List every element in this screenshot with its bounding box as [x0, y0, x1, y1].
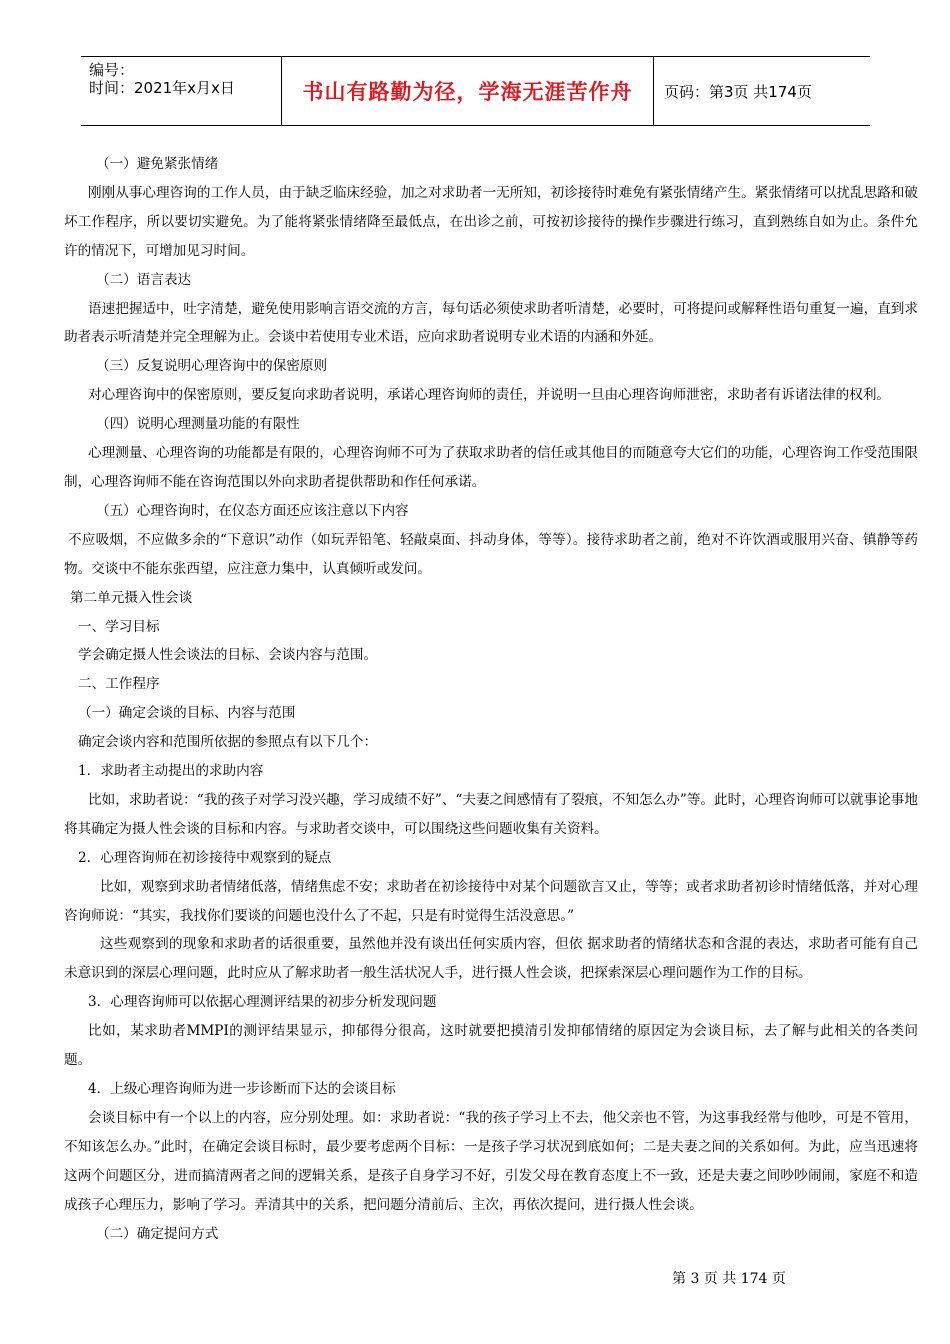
list-heading: 2．心理咨询师在初诊接待中观察到的疑点: [78, 849, 332, 866]
paragraph: 对心理咨询中的保密原则，要反复向求助者说明，承诺心理咨询师的责任，并说明一旦由心理咨询师泄密，求助者有诉诸法律的权利。: [88, 387, 891, 404]
paragraph: 不应吸烟，不应做多余的“下意识”动作（如玩弄铅笔、轻敲桌面、抖动身体，等等）。接待求助者之前，绝对不许饮酒或服用兴奋、镇静等药物。交谈中不能东张西望，应注意力集中，认真倾听或发问。: [64, 531, 918, 577]
list-heading: 4．上级心理咨询师为进一步诊断而下达的会谈目标: [88, 1081, 396, 1097]
header-page-label: 页码：第3页 共174页: [664, 82, 812, 101]
list-heading: 1．求助者主动提出的求助内容: [78, 763, 264, 780]
header-info-cell: [81, 57, 281, 125]
paragraph: 刚刚从事心理咨询的工作人员，由于缺乏临床经验，加之对求助者一无所知，初诊接待时难免有紧张情绪产生。紧张情绪可以扰乱思路和破坏工作程序，所以要切实避免。为了能将紧张情绪降至最低点，在出诊之前，可按初诊接待的操作步骤进行练习，直到熟练自如为止。条件允许的情况下，可增加见习时间。: [64, 184, 918, 259]
paragraph: 心理测量、心理咨询的功能都是有限的，心理咨询师不可为了获取求助者的信任或其他目的而随意夸大它们的功能，心理咨询工作受范围限制，心理咨询师不能在咨询范围以外向求助者提供帮助和作任何承诺。: [64, 445, 918, 490]
unit-heading: 第二单元摄入性会谈: [70, 589, 193, 606]
document-body: [64, 150, 918, 1248]
list-heading: 3．心理咨询师可以依据心理测评结果的初步分析发现问题: [88, 994, 437, 1011]
section-heading: （五）心理咨询时，在仪态方面还应该注意以下内容: [96, 502, 409, 519]
paragraph: 确定会谈内容和范围所依据的参照点有以下几个：: [78, 734, 378, 751]
section-heading: （二）确定提问方式: [96, 1225, 219, 1242]
section-heading: （一）确定会谈的目标、内容与范围: [78, 705, 296, 722]
section-heading: 一、学习目标: [78, 618, 160, 635]
paragraph: 比如，求助者说：“我的孩子对学习没兴趣，学习成绩不好”、“夫妻之间感情有了裂痕，不知怎么办”等。此时，心理咨询师可以就事论事地将其确定为摄人性会谈的目标和内容。与求助者交谈中，可以围绕这些问题收集有关资料。: [64, 791, 918, 837]
paragraph: 学会确定摄人性会谈法的目标、会谈内容与范围。: [78, 647, 378, 664]
number-label: 编号：: [89, 61, 135, 79]
paragraph: 比如，某求助者MMPI的测评结果显示，抑郁得分很高，这时就要把摸清引发抑郁情绪的原因定为会谈目标，去了解与此相关的各类问题。: [64, 1023, 918, 1069]
section-heading: （四）说明心理测量功能的有限性: [96, 416, 300, 433]
paragraph: 语速把握适中，吐字清楚，避免使用影响言语交流的方言，每句话必须使求助者听清楚，必要时，可将提问或解释性语句重复一遍，直到求助者表示听清楚并完全理解为止。会谈中若使用专业术语，应向求助者说明专业术语的内涵和外延。: [64, 300, 918, 346]
header-motto: 书山有路勤为径，学海无涯苦作舟: [281, 57, 654, 125]
section-heading: 二、工作程序: [78, 676, 160, 693]
section-heading: （一）避免紧张情绪: [96, 156, 219, 172]
section-heading: （二）语言表达: [96, 271, 192, 288]
header-table: [81, 56, 870, 126]
time-label: 时间：2021年x月x日: [89, 79, 235, 97]
paragraph: 这些观察到的现象和求助者的话很重要，虽然他并没有谈出任何实质内容，但依 据求助者的情绪状态和含混的表达，求助者可能有自己未意识到的深层心理问题，此时应从了解求助者一般生活状况人手，进行摄人性会谈，把探索深层心理问题作为工作的目标。: [64, 936, 918, 982]
paragraph: 比如，观察到求助者情绪低落，情绪焦虑不安；求助者在初诊接待中对某个问题欲言又止，等等；或者求助者初诊时情绪低落，并对心理咨询师说：“其实，我找你们要谈的问题也没什么了不起，只是有时觉得生活没意思。”: [64, 878, 918, 924]
paragraph: 会谈目标中有一个以上的内容，应分别处理。如：求助者说：“我的孩子学习上不去，他父亲也不管，为这事我经常与他吵，可是不管用，不知该怎么办。”此时，在确定会谈目标时，最少要考虑两个目标：一是孩子学习状况到底如何；二是夫妻之间的关系如何。为此，应当迅速将这两个问题区分，进而搞清两者之间的逻辑关系，是孩子自身学习不好，引发父母在教育态度上不一致，还是夫妻之间吵吵闹闹，家庭不和造成孩子心理压力，影响了学习。弄清其中的关系，把问题分清前后、主次，再依次提问，进行摄人性会谈。: [64, 1109, 918, 1213]
page-footer: 第 3 页 共 174 页: [672, 1271, 786, 1287]
section-heading: （三）反复说明心理咨询中的保密原则: [96, 358, 328, 375]
